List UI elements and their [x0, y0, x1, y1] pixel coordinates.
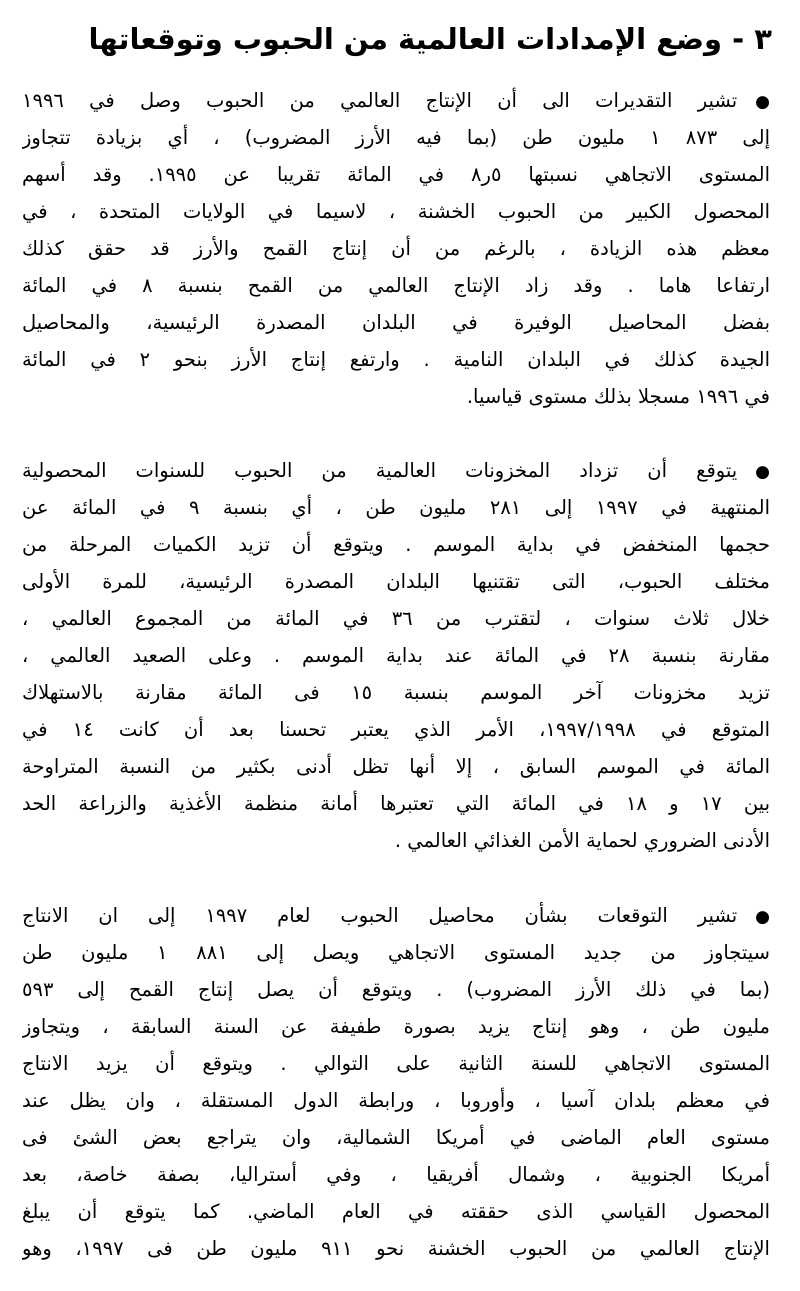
text-line: المحصول القياسي الذى حققته في العام الماضي. كما يتوقع أن يبلغ: [22, 1200, 770, 1223]
text-line: مختلف الحبوب، التى تقتنيها البلدان المصدرة الرئيسية، للمرة الأولى: [22, 570, 770, 593]
paragraph-1: [22, 82, 770, 415]
text-line: المستوى الاتجاهي للسنة الثانية على التوالي . ويتوقع أن يزيد الانتاج: [22, 1052, 770, 1075]
text-line: (بما في ذلك الأرز المضروب) . ويتوقع أن يصل إنتاج القمح إلى ٥٩٣: [22, 978, 770, 1001]
text-line: بين ١٧ و ١٨ في المائة التي تعتبرها أمانة منظمة الأغذية والزراعة الحد: [22, 792, 770, 815]
paragraph-2: [22, 452, 770, 859]
bullet-icon: ●: [755, 907, 770, 927]
text-line: الجيدة كذلك في البلدان النامية . وارتفع إنتاج الأرز بنحو ٢ في المائة: [22, 348, 770, 371]
bullet-icon: ●: [755, 92, 770, 112]
text-line: أمريكا الجنوبية ، وشمال أفريقيا ، وفي أستراليا، بصفة خاصة، بعد: [22, 1163, 770, 1186]
text-line: الإنتاج العالمي من الحبوب الخشنة نحو ٩١١ مليون طن فى ١٩٩٧، وهو: [22, 1237, 770, 1260]
text-line: المستوى الاتجاهي نسبتها ٥ر٨ في المائة تقريبا عن ١٩٩٥. وقد أسهم: [22, 163, 770, 186]
paragraph-3: [22, 897, 770, 1267]
text-line: معظم هذه الزيادة ، بالرغم من أن إنتاج القمح والأرز قد حقق كذلك: [22, 237, 770, 260]
text-line: المنتهية في ١٩٩٧ إلى ٢٨١ مليون طن ، أي بنسبة ٩ في المائة عن: [22, 496, 770, 519]
text-line: مليون طن ، وهو إنتاج يزيد بصورة طفيفة عن السنة السابقة ، ويتجاوز: [22, 1015, 770, 1038]
text-line: مقارنة بنسبة ٢٨ في المائة عند بداية الموسم . وعلى الصعيد العالمي ،: [22, 644, 770, 667]
text-line: المحصول الكبير من الحبوب الخشنة ، لاسيما في الولايات المتحدة ، في: [22, 200, 770, 223]
text-line: حجمها المنخفض في بداية الموسم . ويتوقع أن تزيد الكميات المرحلة من: [22, 533, 770, 556]
text-line: مستوى العام الماضى في أمريكا الشمالية، وان يتراجع بعض الشئ فى: [22, 1126, 770, 1149]
text-line: المائة في الموسم السابق ، إلا أنها تظل أدنى بكثير من النسبة المتراوحة: [22, 755, 770, 778]
text-line: إلى ٨٧٣ ١ مليون طن (بما فيه الأرز المضروب) ، أي بزيادة تتجاوز: [22, 126, 770, 149]
text-line: ●تشير التقديرات الى أن الإنتاج العالمي من الحبوب وصل في ١٩٩٦: [22, 82, 770, 119]
text-line: تزيد مخزونات آخر الموسم بنسبة ١٥ فى المائة مقارنة بالاستهلاك: [22, 681, 770, 704]
section-title: ٣ - وضع الإمدادات العالمية من الحبوب وتوقعاتها: [88, 22, 772, 56]
bullet-icon: ●: [755, 462, 770, 482]
text-line: في ١٩٩٦ مسجلا بذلك مستوى قياسيا.: [466, 385, 770, 408]
text-line: ●تشير التوقعات بشأن محاصيل الحبوب لعام ١٩٩٧ إلى ان الانتاج: [22, 897, 770, 934]
text-line: ●يتوقع أن تزداد المخزونات العالمية من الحبوب للسنوات المحصولية: [22, 452, 770, 489]
text-line: ارتفاعا هاما . وقد زاد الإنتاج العالمي من القمح بنسبة ٨ في المائة: [22, 274, 770, 297]
text-line: في معظم بلدان آسيا ، وأوروبا ، ورابطة الدول المستقلة ، وان يظل عند: [22, 1089, 770, 1112]
text-line: خلال ثلاث سنوات ، لتقترب من ٣٦ في المائة من المجموع العالمي ،: [22, 607, 770, 630]
text-line: الأدنى الضروري لحماية الأمن الغذائي العالمي .: [394, 829, 770, 852]
text-line: المتوقع في ١٩٩٧/١٩٩٨، الأمر الذي يعتبر تحسنا بعد أن كانت ١٤ في: [22, 718, 770, 741]
text-line: سيتجاوز من جديد المستوى الاتجاهي ويصل إلى ٨٨١ ١ مليون طن: [22, 941, 770, 964]
text-line: بفضل المحاصيل الوفيرة في البلدان المصدرة الرئيسية، والمحاصيل: [22, 311, 770, 334]
